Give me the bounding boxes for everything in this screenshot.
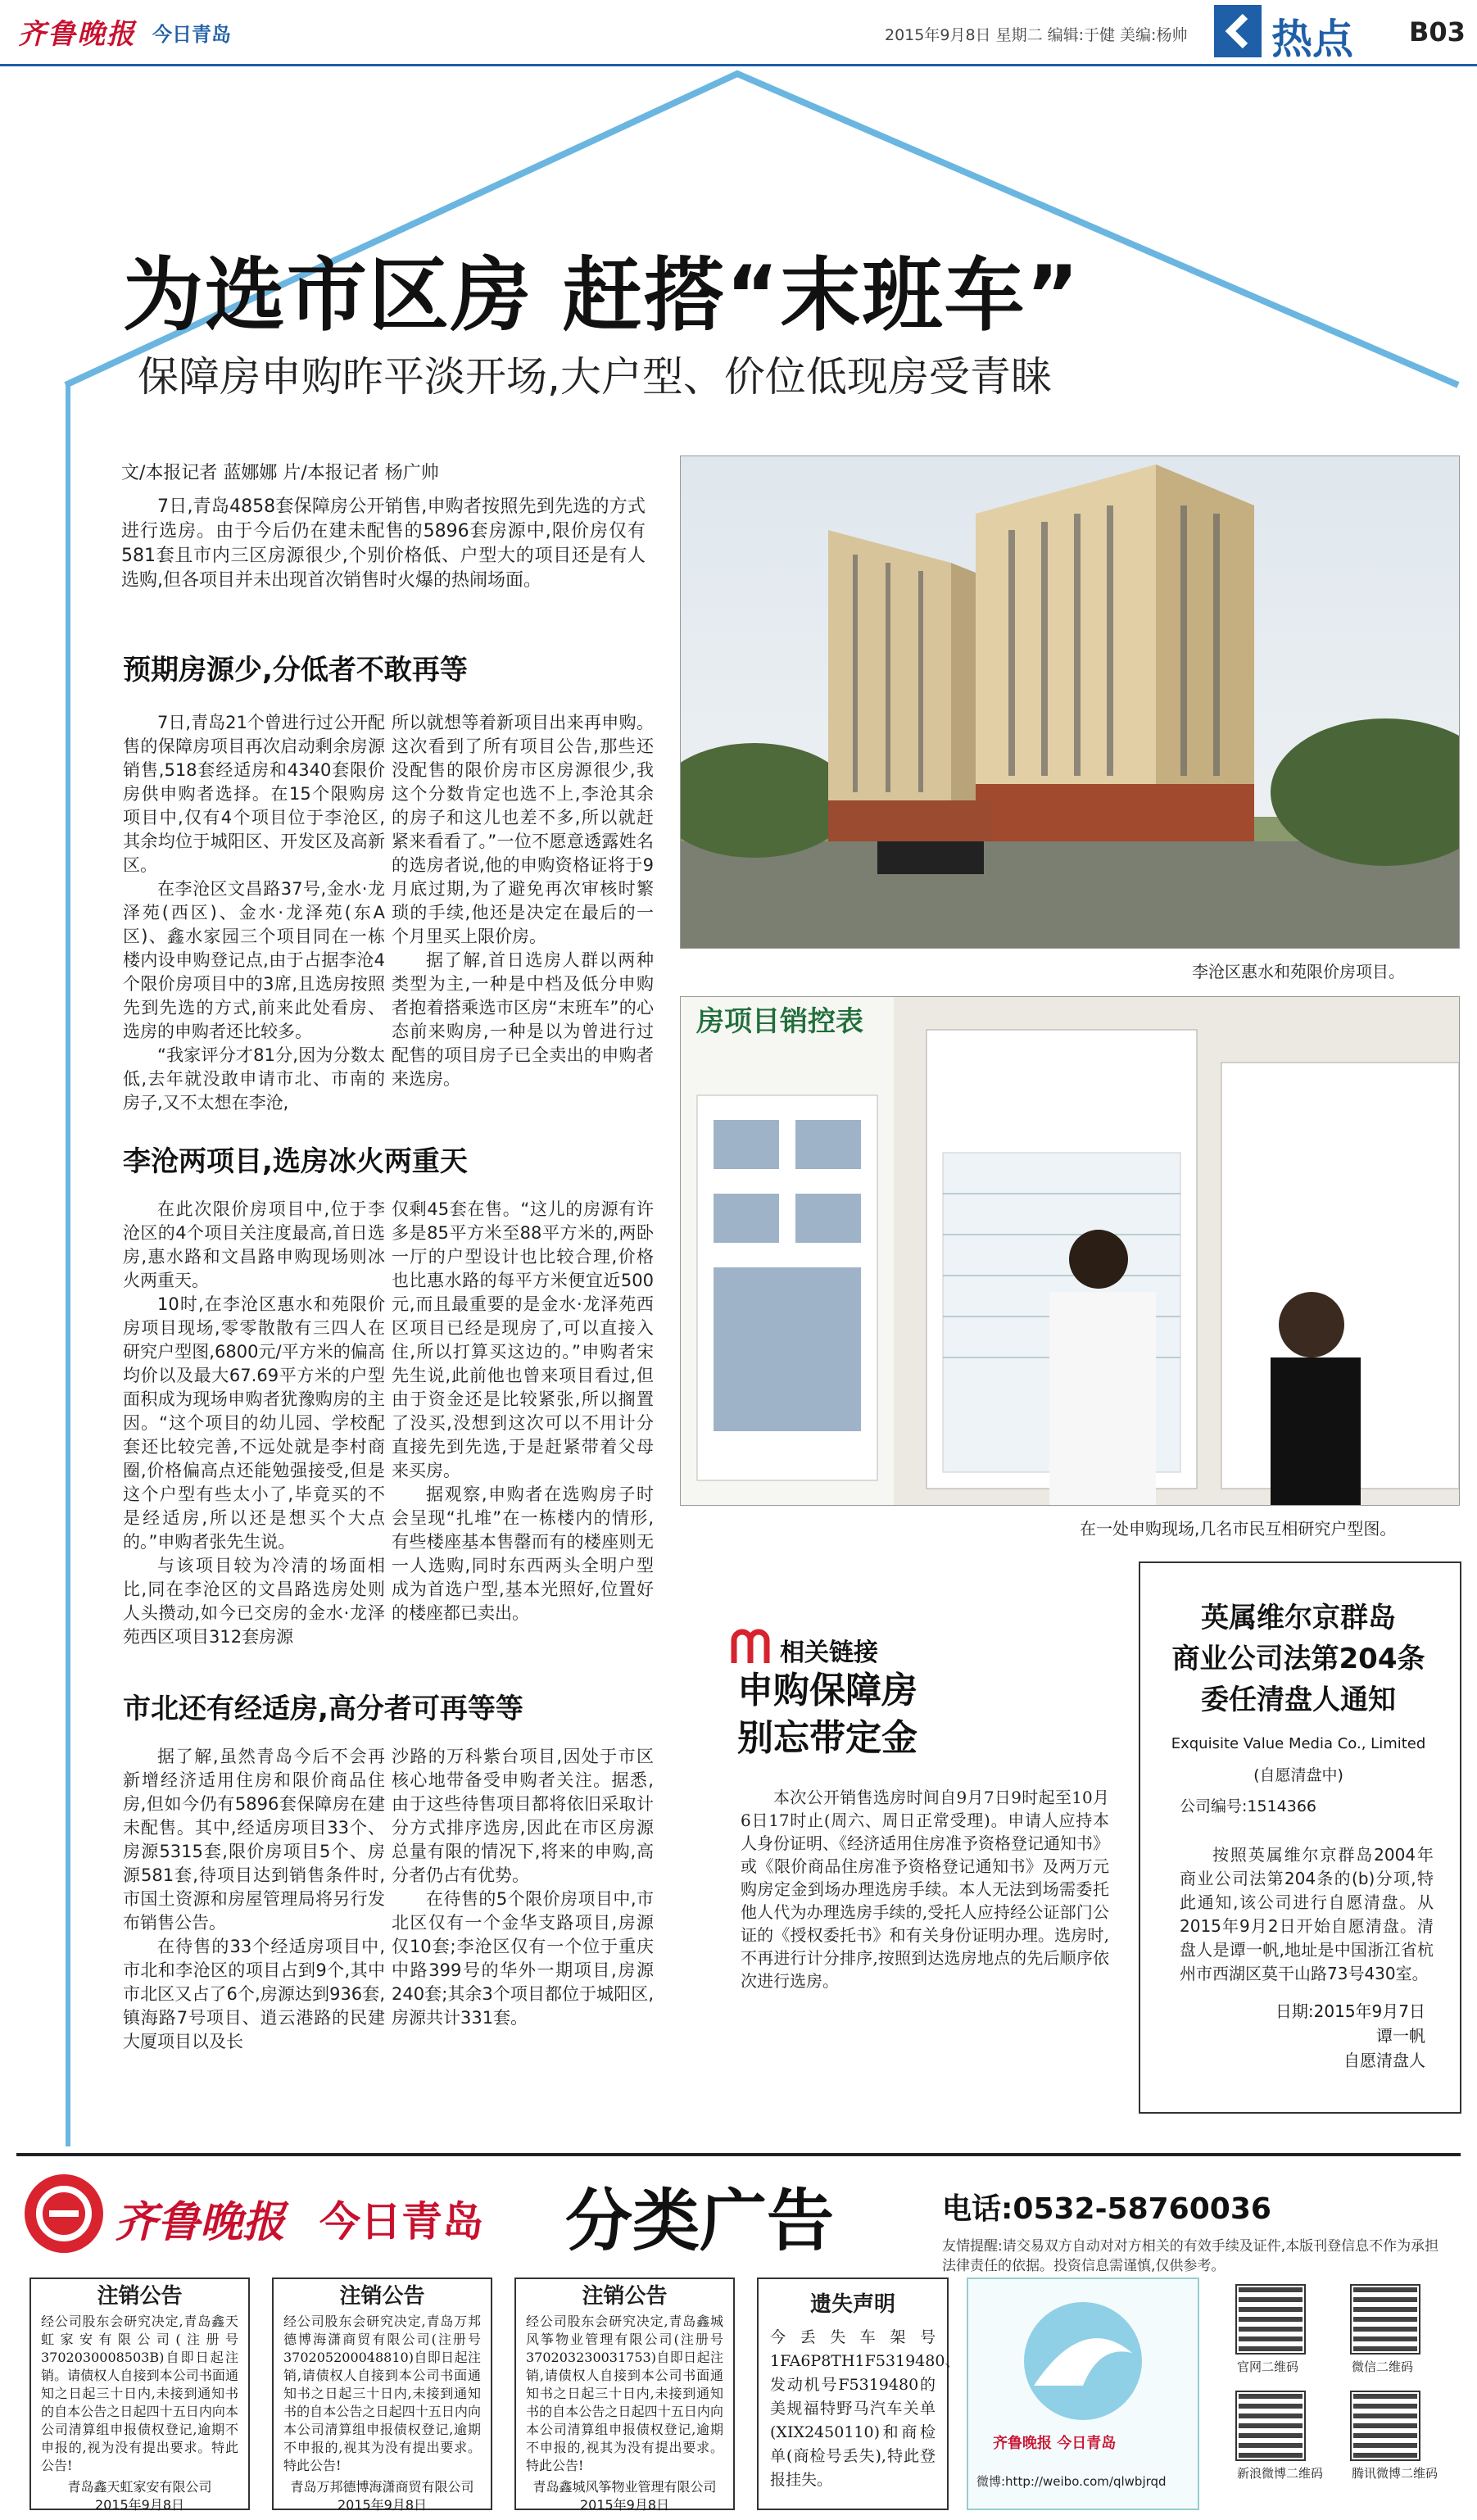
section2-title: 李沧两项目,选房冰火两重天 — [123, 1145, 468, 1178]
notice-role: 自愿清盘人 — [1343, 2051, 1425, 2070]
brand-logo-icon — [25, 2174, 103, 2253]
page-number: B03 — [1409, 16, 1466, 48]
link-icon — [729, 1629, 778, 1666]
qr-tencent — [1352, 2392, 1438, 2481]
ad-body: 今丢失车架号1FA6P8TH1F5319480、发动机号F5319480的美规福特野马汽车关单(XIX2450110)和商检单(商检号丢失),特此登报挂失。 — [770, 2328, 961, 2489]
paragraph: 沙路的万科紫台项目,因处于市区核心地带备受申购者关注。据悉,由于这些待售项目都将依旧采取计分方式排序选房,因此在市区房源总量有限的情况下,将来的申购,高分者仍占有优势。 — [392, 1747, 654, 1885]
lead-paragraph: 7日,青岛4858套保障房公开销售,申购者按照先到先选的方式进行选房。由于今后仍在建未配售的5896套房源中,限价房仅有581套且市内三区房源很少,个别价格低、户型大的项目还是有人选购,但各项目并未出现首次销售时火爆的热闹场面。 — [121, 496, 646, 591]
weibo-url[interactable]: 微博:http://weibo.com/qlwbjrqd — [976, 2474, 1167, 2489]
notice-company-no: 公司编号:1514366 — [1180, 1797, 1317, 1815]
section2-left-col — [123, 1198, 385, 1649]
qr-sina — [1237, 2392, 1323, 2481]
frame-line — [66, 385, 70, 2146]
paragraph: 7日,青岛21个曾进行过公开配售的保障房项目再次启动剩余房源销售,518套经适房和4340套限价房供申购者选择。在15个限购房项目中,仅有4个项目位于李沧区,其余均位于城阳区、开发区及高新区。 — [123, 713, 385, 875]
classified-edition: 今日青岛 — [319, 2198, 483, 2246]
ad-body: 经公司股东会研究决定,青岛万邦德博海潇商贸有限公司(注册号370205200048810)自即日起注销,请债权人自接到本公司书面通知书之日起三十日内,未接到通知书的自本公告之日起四十五日内向本公司清算组申报债权登记,逾期不申报的,视其为没有提出要求。特此公告! — [283, 2314, 481, 2473]
section-title: 热点 — [1271, 16, 1353, 63]
qr-wechat — [1352, 2286, 1419, 2375]
weibo-brand: 齐鲁晚报 今日青岛 — [993, 2435, 1117, 2452]
related-body: 本次公开销售选房时间自9月7日9时起至10月6日17时止(周六、周日正常受理)。申请人应持本人身份证明、《经济适用住房准予资格登记通知书》或《限价商品住房准予资格登记通知书》及两万元购房定金到场办理选房手续。本人无法到场需委托他人代为办理选房手续的,受托人应持经公证部门公证的《授权委托书》和有关身份证明办理。选房时,不再进行计分排序,按照到达选房地点的先后顺序依次进行选房。 — [741, 1788, 1109, 1991]
headline: 为选市区房 赶搭“末班车” — [123, 249, 1081, 342]
photo-showroom — [680, 996, 1460, 1506]
paragraph: 仅剩45套在售。“这儿的房源有许多是85平方米至88平方米的,两卧一厅的户型设计也比较合理,价格也比惠水路的每平方米便宜近500元,而且最重要的是金水·龙泽苑西区项目已经是现房了,可以直接入住,所以打算买这边的。”申购者宋先生说,此前他也曾来项目看过,但由于资金还是比较紧张,所以搁置了没买,没想到这次可以不用计分直接先到先选,于是赶紧带着父母来买房。 — [392, 1199, 654, 1480]
ad-title: 注销公告 — [97, 2284, 183, 2309]
notice-signer: 谭一帆 — [1376, 2026, 1425, 2046]
ad-footer: 青岛鑫城风筝物业管理有限公司 2015年9月8日 — [532, 2479, 717, 2513]
weibo-card — [967, 2278, 1199, 2510]
classified-title: 分类广告 — [565, 2182, 835, 2260]
qr-label: 官网二维码 — [1237, 2359, 1299, 2374]
bird-logo-icon — [1001, 2296, 1165, 2427]
notice-status: (自愿清盘中) — [1253, 1766, 1343, 1784]
paragraph: 在待售的5个限价房项目中,市北区仅有一个金华支路项目,房源仅10套;李沧区仅有一个位于重庆中路399号的华外一期项目,房源240套;其余3个项目都位于城阳区,房源共计331套。 — [392, 1889, 654, 2028]
notice-signoff — [1245, 1999, 1425, 2073]
related-title-line1: 申购保障房 — [737, 1670, 917, 1711]
classified-phone: 电话:0532-58760036 — [942, 2192, 1271, 2226]
qr-label: 微信二维码 — [1352, 2359, 1414, 2374]
paragraph: 据了解,虽然青岛今后不会再新增经济适用住房和限价商品住房,但如今仍有5896套保障房在建未配售。其中,经适房项目33个、房源5315套,限价房项目5个、房源581套,待项目达到销售条件时,市国土资源和房屋管理局将另行发布销售公告。 — [123, 1747, 385, 1933]
qr-label: 腾讯微博二维码 — [1352, 2466, 1438, 2481]
photo1-caption: 李沧区惠水和苑限价房项目。 — [1192, 962, 1405, 981]
paragraph: 与该项目较为冷清的场面相比,同在李沧区的文昌路选房处则人头攒动,如今已交房的金水·龙泽苑西区项目312套房源 — [123, 1556, 385, 1647]
qr-label: 新浪微博二维码 — [1237, 2466, 1324, 2481]
notice-title-line2: 商业公司法第204条 — [1171, 1643, 1425, 1675]
paragraph: 据观察,申购者在选购房子时会呈现“扎堆”在一栋楼内的情形,有些楼座基本售罄而有的楼座则无一人选购,同时东西两头全明户型成为首选户型,基本光照好,位置好的楼座都已卖出。 — [392, 1484, 654, 1623]
section3-left-col — [123, 1745, 385, 2054]
qr-grid — [1229, 2286, 1458, 2507]
paragraph: 据了解,首日选房人群以两种类型为主,一种是中档及低分申购者抱着搭乘选市区房“末班车”的心态前来购房,一种是以为曾进行过配售的项目房子已全卖出的申购者来选房。 — [392, 950, 654, 1089]
ad-footer: 青岛鑫天虹家安有限公司 2015年9月8日 — [67, 2479, 212, 2513]
divider — [16, 2153, 1461, 2156]
paragraph: 在此次限价房项目中,位于李沧区的4个项目关注度最高,首日选房,惠水路和文昌路申购现场则冰火两重天。 — [123, 1199, 385, 1290]
ad-title: 遗失声明 — [809, 2292, 895, 2317]
photo2-sign: 房项目销控表 — [696, 1005, 863, 1038]
section1-right-col — [392, 711, 654, 1091]
notice-title-line3: 委任清盘人通知 — [1201, 1684, 1396, 1716]
paragraph: 所以就想等着新项目出来再申购。这次看到了所有项目公告,那些还没配售的限价房市区房源很少,我这个分数肯定也选不上,李沧其余的房子和这儿也差不多,所以就赶紧来看看了。”一位不愿意透露姓名的选房者说,他的申购资格证将于9月底过期,为了避免再次审核时繁琐的手续,他还是决定在最后的一个月里买上限价房。 — [392, 713, 654, 946]
section-chevron-icon — [1214, 5, 1262, 57]
ad-card — [29, 2278, 250, 2513]
notice-title — [1143, 1598, 1454, 1720]
related-title — [737, 1667, 917, 1762]
related-tag-label: 相关链接 — [780, 1638, 878, 1667]
notice-date: 日期:2015年9月7日 — [1275, 2001, 1425, 2021]
related-tag — [729, 1629, 934, 1666]
paragraph: 在李沧区文昌路37号,金水·龙泽苑(西区)、金水·龙泽苑(东A区)、鑫水家园三个项目同在一栋楼内设申购登记点,由于占据李沧4个限价房项目中的3席,且选房按照先到先选的方式,前来此处看房、选房的申购者还比较多。 — [123, 879, 385, 1041]
qr-code-icon — [1237, 2286, 1304, 2353]
ad-card — [272, 2278, 492, 2513]
masthead-edition: 今日青岛 — [152, 23, 231, 46]
section1-title: 预期房源少,分低者不敢再等 — [123, 654, 468, 687]
paragraph: “我家评分才81分,因为分数太低,去年就没敢申请市北、市南的房子,又不太想在李沧, — [123, 1045, 385, 1113]
ad-body: 经公司股东会研究决定,青岛鑫城风筝物业管理有限公司(注册号370203230031753)自即日起注销,请债权人自接到本公司书面通知书之日起三十日内,未接到通知书的自本公告之日起四十五日内向本公司清算组申报债权登记,逾期不申报的,视其为没有提出要求。特此公告! — [526, 2314, 723, 2473]
ad-title: 注销公告 — [339, 2284, 425, 2309]
paragraph: 在待售的33个经适房项目中,市北和李沧区的项目占到9个,其中市北区又占了6个,房源达到936套,镇海路7号项目、逍云港路的民建大厦项目以及长 — [123, 1937, 385, 2051]
section3-title: 市北还有经适房,高分者可再等等 — [123, 1693, 523, 1725]
ad-card-lost — [757, 2278, 961, 2510]
masthead-brand: 齐鲁晚报 — [18, 18, 136, 51]
notice-english: Exquisite Value Media Co., Limited — [1171, 1735, 1426, 1752]
qr-site — [1237, 2286, 1304, 2375]
section1-left-col — [123, 711, 385, 1115]
section2-right-col — [392, 1198, 654, 1625]
section3-right-col — [392, 1745, 654, 2030]
qr-code-icon — [1352, 2286, 1419, 2353]
byline: 文/本报记者 蓝娜娜 片/本报记者 杨广帅 — [121, 463, 439, 483]
photo2-caption: 在一处申购现场,几名市民互相研究户型图。 — [1080, 1519, 1397, 1539]
qr-code-icon — [1352, 2392, 1419, 2459]
paragraph: 10时,在李沧区惠水和苑限价房项目现场,零零散散有三四人在研究户型图,6800元/平方米的偏高均价以及最大67.69平方米的户型面积成为现场申购者犹豫购房的主因。“这个项目的幼儿园、学校配套还比较完善,不远处就是李村商圈,价格偏高点还能勉强接受,但是这个户型有些太小了,毕竟买的不是经适房,所以还是想买个大点的。”申购者张先生说。 — [123, 1294, 385, 1552]
subheadline: 保障房申购昨平淡开场,大户型、价位低现房受青睐 — [138, 353, 1052, 401]
ad-title: 注销公告 — [582, 2284, 668, 2309]
classified-tip: 友情提醒:请交易双方自动对对方相关的有效手续及证件,本版刊登信息不作为承担法律责任的依据。投资信息需谨慎,仅供参考。 — [942, 2238, 1439, 2274]
page-meta: 2015年9月8日 星期二 编辑:于健 美编:杨帅 — [885, 26, 1188, 44]
ad-card — [514, 2278, 735, 2513]
qr-code-icon — [1237, 2392, 1304, 2459]
related-title-line2: 别忘带定金 — [737, 1717, 917, 1759]
photo-building — [680, 456, 1460, 949]
ad-footer: 青岛万邦德博海潇商贸有限公司 2015年9月8日 — [290, 2479, 474, 2513]
notice-title-line1: 英属维尔京群岛 — [1201, 1602, 1396, 1634]
ad-body: 经公司股东会研究决定,青岛鑫天虹家安有限公司(注册号3702030008503B)自即日起注销。请债权人自接到本公司书面通知之日起三十日内,未接到通知书的自本公告之日起四十五日内向本公司清算组申报债权登记,逾期不申报的,视为没有提出要求。特此公告! — [41, 2314, 238, 2473]
notice-body: 按照英属维尔京群岛2004年商业公司法第204条的(b)分项,特此通知,该公司进行自愿清盘。从2015年9月2日开始自愿清盘。清盘人是谭一帆,地址是中国浙江省杭州市西湖区莫干山路73号430室。 — [1180, 1845, 1434, 1983]
classified-brand: 齐鲁晚报 — [115, 2197, 286, 2247]
